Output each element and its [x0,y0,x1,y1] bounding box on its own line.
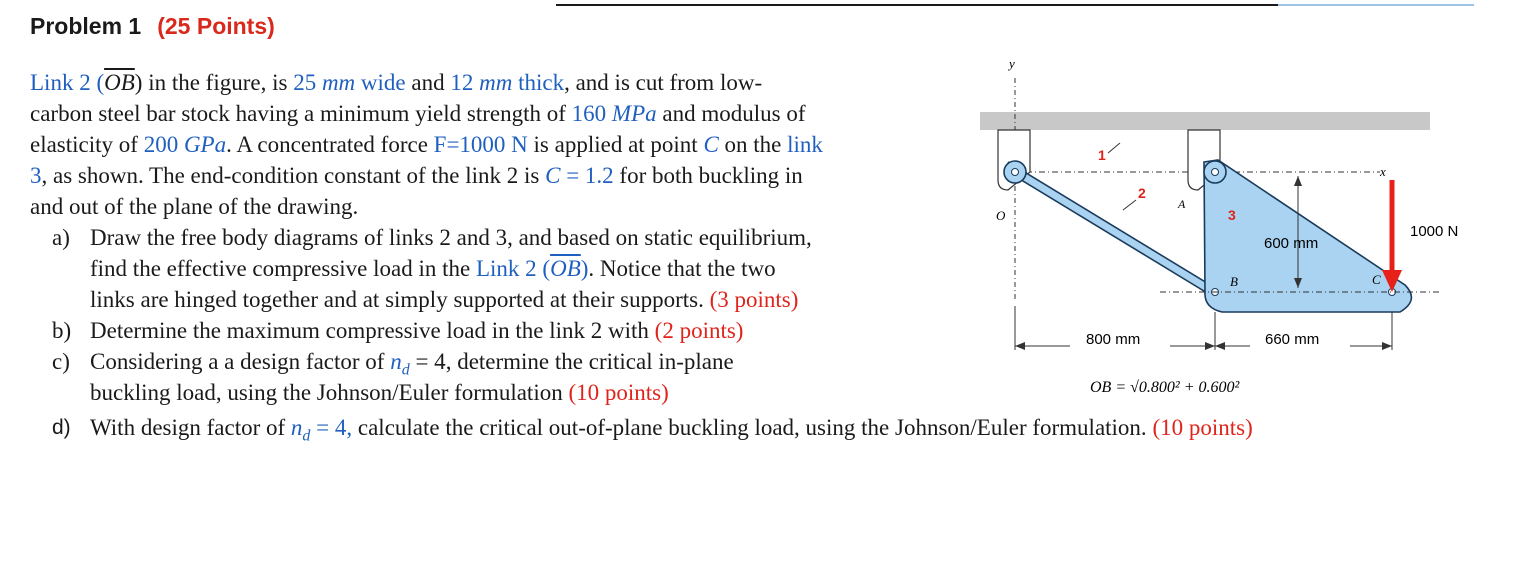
item-d-points: (10 points) [1152,415,1253,440]
top-border-line [556,0,1474,6]
item-d-text: With design factor of [90,415,286,440]
problem-heading [30,13,275,40]
link3-number: 3 [30,163,42,188]
item-b-label: b) [52,318,72,343]
item-c-line-2 [90,377,669,408]
end-constant-value: = 1.2 [566,163,614,188]
highlight-border [1278,0,1474,6]
end-constant-symbol: C [545,163,561,188]
dim-660-arrow-left [1215,342,1225,350]
point-o-label: O [996,208,1006,223]
intro-text: on the [724,132,782,157]
intro-line-5: and out of the plane of the drawing. [30,194,359,219]
intro-text: and [411,70,445,95]
width-word: wide [360,70,406,95]
dim-800-arrow-left [1015,342,1025,350]
design-factor-symbol: n [290,415,303,440]
pin-a [1212,169,1219,176]
item-c-text: buckling load, using the Johnson/Euler formulation [90,380,563,405]
y-axis-label: y [1009,56,1015,71]
intro-text: , as shown. The end-condition constant of the link 2 is [41,163,540,188]
intro-line-2 [30,98,805,129]
mechanism-figure [960,50,1480,410]
modulus-unit: GPa [183,132,227,157]
design-factor-subscript: d [401,361,410,379]
link-1-label: 1 [1098,147,1106,163]
item-a-line-2 [90,253,776,284]
item-a-line-1 [30,222,960,253]
x-axis-label: x [1380,164,1386,179]
force-label: 1000 N [1410,223,1459,240]
ob-formula: OB = √0.800² + 0.600² [1090,379,1240,396]
item-a-points: (3 points) [709,287,799,312]
dim-800-arrow-right [1205,342,1215,350]
yield-value: 160 [571,101,607,126]
point-c: C [703,132,719,157]
intro-text: , and is cut from low- [564,70,763,95]
thickness-unit: mm [479,70,513,95]
intro-text: ) in the figure, is [134,70,288,95]
intro-text: carbon steel bar stock having a minimum yield strength of [30,101,566,126]
width-unit: mm [321,70,356,95]
intro-line-4 [30,160,803,191]
link2-ref: Link 2 ( [475,256,551,281]
problem-points: (25 Points) [157,13,275,39]
item-b-text: Determine the maximum compressive load in the link 2 with [90,318,649,343]
point-c-label: C [1372,272,1381,287]
intro-text: and modulus of [662,101,806,126]
design-factor-value: = 4 [415,349,446,374]
item-d [30,412,1470,443]
yield-unit: MPa [611,101,657,126]
link2-ref-close: ) [580,256,589,281]
thickness-value: 12 [450,70,474,95]
design-factor-value: = 4, [316,415,353,440]
thickness-word: thick [518,70,565,95]
design-factor-subscript: d [302,427,311,445]
item-b [30,315,960,346]
item-a-text: . Notice that the two [588,256,776,281]
dim-660-arrow-right [1382,342,1392,350]
item-a-label: a) [52,225,70,250]
item-b-points: (2 points) [654,318,744,343]
point-a-label: A [1178,197,1186,211]
width-value: 25 [293,70,317,95]
item-c-text: , determine the critical in-plane [445,349,734,374]
link2-ref: Link 2 ( [30,70,105,95]
item-a-text: Draw the free body diagrams of links 2 and 3, and based on static equilibrium, [90,225,812,250]
item-a-text: links are hinged together and at simply supported at their supports. [90,287,704,312]
dim-800-label: 800 mm [1086,331,1141,348]
link-1-leader [1108,143,1120,153]
item-c-label: c) [52,349,70,374]
item-c-text: Considering a a design factor of [90,349,385,374]
item-c-line-1 [30,346,960,377]
design-factor-symbol: n [390,349,402,374]
link-3-label: 3 [1228,207,1236,223]
item-d-label: d) [52,416,71,439]
dim-660-label: 660 mm [1265,331,1320,348]
intro-text: elasticity of [30,132,138,157]
ground-support [980,112,1430,130]
modulus-value: 200 [143,132,179,157]
point-b-label: B [1230,274,1238,289]
item-a-line-3 [90,284,798,315]
intro-text: for both buckling in [619,163,803,188]
problem-title: Problem 1 [30,13,142,39]
link-word: link [787,132,823,157]
intro-line-1 [30,67,762,98]
intro-text: is applied at point [533,132,698,157]
dim-600-label: 600 mm [1264,235,1319,252]
dim-600-arrow-top [1294,176,1302,186]
ob-symbol: $\overline{OB}$ [550,256,581,281]
pin-o [1012,169,1019,176]
intro-text: . A concentrated force [226,132,428,157]
ob-symbol: $\overline{OB}$ [104,70,135,95]
link-2-label: 2 [1138,185,1146,201]
intro-line-3 [30,129,823,160]
item-d-text: calculate the critical out-of-plane buckling load, using the Johnson/Euler formulation. [357,415,1147,440]
force-value: F=1000 N [433,132,528,157]
link-2-leader [1123,200,1136,210]
item-a-text: find the effective compressive load in the [90,256,471,281]
item-c-points: (10 points) [568,380,669,405]
